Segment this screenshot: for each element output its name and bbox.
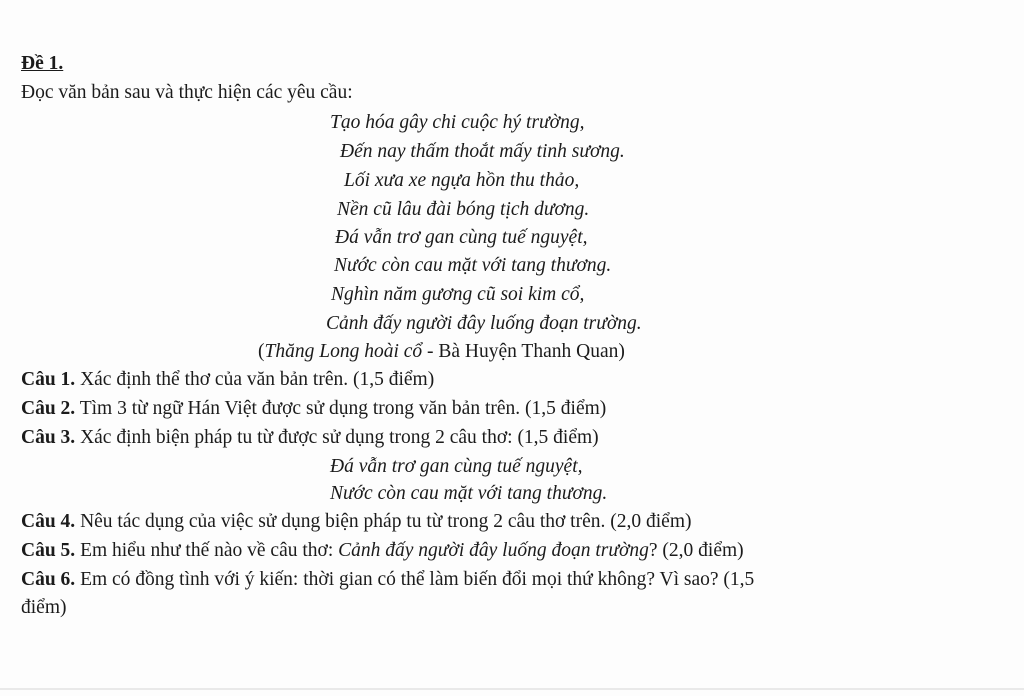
question-6-continuation: điểm) xyxy=(21,597,67,618)
question-text-end: ? (2,0 điểm) xyxy=(648,540,744,561)
question-5 xyxy=(21,539,744,563)
poem-line: Nước còn cau mặt với tang thương. xyxy=(334,255,612,276)
poem-line: Nghìn năm gương cũ soi kim cổ, xyxy=(331,284,585,305)
quoted-poem-line: Nước còn cau mặt với tang thương. xyxy=(330,483,608,504)
quoted-poem-line: Đá vẫn trơ gan cùng tuế nguyệt, xyxy=(330,456,583,477)
question-quote: Cảnh đấy người đây luống đoạn trường xyxy=(338,540,649,561)
exam-title: Đề 1. xyxy=(21,53,64,74)
question-text: Em hiểu như thế nào về câu thơ: xyxy=(75,540,339,561)
poem-line: Nền cũ lâu đài bóng tịch dương. xyxy=(337,199,590,220)
question-text: Em có đồng tình với ý kiến: thời gian có thể làm biến đổi mọi thứ không? Vì sao? (1,5 xyxy=(75,569,755,590)
instruction-text: Đọc văn bản sau và thực hiện các yêu cầu: xyxy=(21,82,353,103)
poem-source-author: - Bà Huyện Thanh Quan) xyxy=(422,341,625,362)
question-label: Câu 6. xyxy=(21,569,76,590)
poem-source-title: Thăng Long hoài cổ xyxy=(264,341,423,362)
question-6 xyxy=(21,568,754,592)
question-label: Câu 3. xyxy=(21,427,76,448)
question-label: Câu 1. xyxy=(21,369,76,390)
question-label: Câu 5. xyxy=(21,540,76,561)
poem-source: (Thăng Long hoài cổ - Bà Huyện Thanh Quan) xyxy=(258,341,625,362)
question-4 xyxy=(21,510,691,534)
question-text: Xác định thể thơ của văn bản trên. (1,5 điểm) xyxy=(75,369,435,390)
poem-line: Tạo hóa gây chi cuộc hý trường, xyxy=(330,112,585,133)
question-1 xyxy=(21,368,434,392)
question-text: Tìm 3 từ ngữ Hán Việt được sử dụng trong văn bản trên. (1,5 điểm) xyxy=(75,398,607,419)
question-text: Xác định biện pháp tu từ được sử dụng trong 2 câu thơ: (1,5 điểm) xyxy=(75,427,599,448)
question-label: Câu 2. xyxy=(21,398,76,419)
page-edge-divider xyxy=(0,688,1024,690)
question-3 xyxy=(21,426,599,450)
poem-line: Đá vẫn trơ gan cùng tuế nguyệt, xyxy=(335,227,588,248)
poem-line: Lối xưa xe ngựa hồn thu thảo, xyxy=(344,170,580,191)
poem-line: Đến nay thấm thoắt mấy tinh sương. xyxy=(340,141,625,162)
poem-line: Cảnh đấy người đây luống đoạn trường. xyxy=(326,313,642,334)
question-2 xyxy=(21,397,606,421)
question-label: Câu 4. xyxy=(21,511,76,532)
question-text: Nêu tác dụng của việc sử dụng biện pháp tu từ trong 2 câu thơ trên. (2,0 điểm) xyxy=(75,511,692,532)
